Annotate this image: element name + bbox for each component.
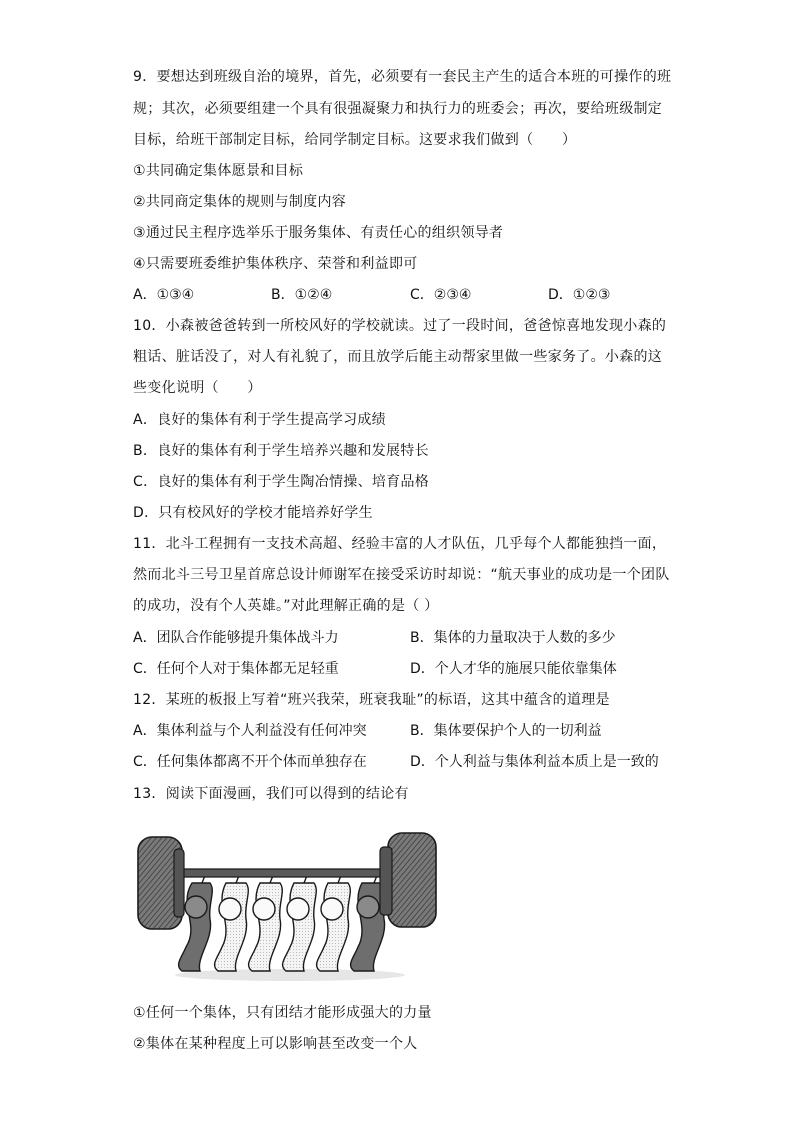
q11-option-b: B．集体的力量取决于人数的多少 (410, 630, 616, 646)
q12-option-a: A．集体利益与个人利益没有任何冲突 (133, 723, 367, 739)
q9-option-a: A．①③④ (133, 287, 195, 303)
q11-stem-line-1: 11．北斗工程拥有一支技术高超、经验丰富的人才队伍，几乎每个人都能独挡一面， (133, 536, 667, 552)
q12-option-b: B．集体要保护个人的一切利益 (410, 723, 602, 739)
q9-item-4: ④只需要班委维护集体秩序、荣誉和利益即可 (133, 256, 418, 272)
q12-stem: 12．某班的板报上写着“班兴我荣，班衰我耻”的标语，这其中蕴含的道理是 (133, 692, 610, 708)
q13-stem: 13．阅读下面漫画，我们可以得到的结论有 (133, 786, 409, 802)
q12-option-c: C．任何集体都离不开个体而单独存在 (133, 754, 367, 770)
q9-stem-line-1: 9．要想达到班级自治的境界，首先，必须要有一套民主产生的适合本班的可操作的班 (133, 69, 672, 85)
barbell-teamwork-cartoon (130, 825, 440, 985)
q9-item-2: ②共同商定集体的规则与制度内容 (133, 194, 347, 210)
q11-stem-line-3: 的成功，没有个人英雄。”对此理解正确的是（ ） (133, 598, 439, 614)
q9-option-d: D．①②③ (548, 287, 611, 303)
q10-stem-line-3: 些变化说明（ ） (133, 380, 262, 396)
q13-item-2: ②集体在某种程度上可以影响甚至改变一个人 (133, 1036, 418, 1052)
q12-option-d: D．个人利益与集体利益本质上是一致的 (410, 754, 659, 770)
q9-option-b: B．①②④ (271, 287, 333, 303)
q11-option-d: D．个人才华的施展只能依靠集体 (410, 661, 617, 677)
q9-stem-line-2: 规；其次，必须要组建一个具有很强凝聚力和执行力的班委会；再次，要给班级制定 (133, 101, 663, 117)
q11-stem-line-2: 然而北斗三号卫星首席总设计师谢军在接受采访时却说：“航天事业的成功是一个团队 (133, 567, 670, 583)
q11-option-a: A．团队合作能够提升集体战斗力 (133, 630, 339, 646)
q10-stem-line-1: 10．小森被爸爸转到一所校风好的学校就读。过了一段时间，爸爸惊喜地发现小森的 (133, 318, 667, 334)
q10-option-c: C．良好的集体有利于学生陶冶情操、培育品格 (133, 474, 430, 490)
q13-item-1: ①任何一个集体，只有团结才能形成强大的力量 (133, 1005, 432, 1021)
q9-stem-line-3: 目标，给班干部制定目标，给同学制定目标。这要求我们做到（ ） (133, 132, 577, 148)
q10-option-a: A．良好的集体有利于学生提高学习成绩 (133, 412, 386, 428)
q11-option-c: C．任何个人对于集体都无足轻重 (133, 661, 339, 677)
q10-option-b: B．良好的集体有利于学生培养兴趣和发展特长 (133, 443, 429, 459)
q10-option-d: D．只有校风好的学校才能培养好学生 (133, 505, 373, 521)
q9-option-c: C．②③④ (410, 287, 472, 303)
q9-item-1: ①共同确定集体愿景和目标 (133, 163, 304, 179)
q10-stem-line-2: 粗话、脏话没了，对人有礼貌了，而且放学后能主动帮家里做一些家务了。小森的这 (133, 349, 663, 365)
q9-item-3: ③通过民主程序选举乐于服务集体、有责任心的组织领导者 (133, 225, 504, 241)
